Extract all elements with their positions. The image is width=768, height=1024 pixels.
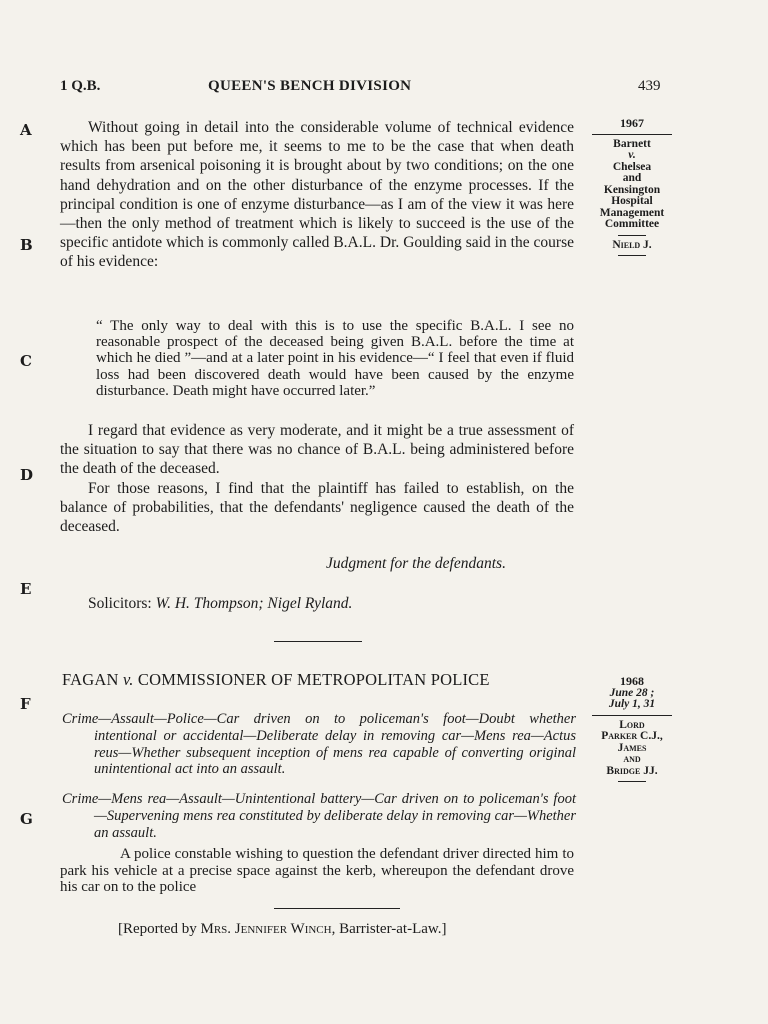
margin-letter-f: F [20,695,31,713]
sidebar-rule [592,715,672,716]
margin-letter-d: D [20,466,34,484]
case-sidebar-barnett [590,118,674,260]
margin-letter-g: G [20,810,33,828]
reporter-line: [Reported by Mrs. Jennifer Winch, Barrister-at-Law.] [118,921,447,937]
solicitors-line [88,595,352,613]
sidebar-judges: Lord Parker C.J., James and Bridge JJ. [601,718,663,777]
margin-letter-c: C [20,352,32,370]
section-divider [274,641,362,642]
margin-letter-a: A [20,121,32,139]
sidebar-rule [618,781,646,782]
quotation-goulding: “ The only way to deal with this is to use the specific B.A.L. I see no reasonable prospect of the deceased being given B.A.L. before the time at which he died ”—and at a later point in his evidence—“ I feel that even if fluid loss had been discovered death would have been caused by the enzyme disturbance. Death might have occurred later.” [96,318,574,399]
volume-reference: 1 Q.B. [60,78,101,94]
paragraph-evidence: Without going in detail into the considerable volume of technical evidence which has been put before me, it seems to me to be the case that when death results from arsenical poisoning it is brought about by two conditions; on the one hand dehydration and on the other disturbance of the enzyme processes. If the principal condition is one of enzyme disturbance—as I am of the view it was here—then the only method of treatment which is likely to succeed is the use of the specific antidote which is commonly called B.A.L. Dr. Goulding said in the course of his evidence: [60,119,574,271]
case-summary: A police constable wishing to question the defendant driver directed him to park his vehicle at a precise space against the kerb, whereupon the defendant drove his car on to the police [60,846,574,896]
case-sidebar-fagan: 1968 June 28 ; July 1, 31 Lord Parker C.J., James and Bridge JJ. [590,676,674,786]
page-number: 439 [638,78,661,94]
margin-letter-e: E [20,580,32,598]
sidebar-rule [618,235,646,236]
margin-letter-b: B [20,236,33,254]
reporter-name: Mrs. Jennifer Winch, [200,921,336,937]
paragraph-assessment: I regard that evidence as very moderate, and it might be a true assessment of the situation to say that there was no chance of B.A.L. being administered before the death of the deceased. For those reasons, I find that the plaintiff has failed to establish, on the balance of probabilities, that the defendants' negligence caused the death of the deceased. [60,422,574,536]
sidebar-year: 1967 [620,116,644,130]
headnote-assault: Crime—Assault—Police—Car driven on to policeman's foot—Doubt whether intentional or accidental—Deliberate delay in removing car—Mens rea—Actus reus—Whether subsequent inception of mens rea capable of converting original unintentional act into an assault. [62,711,576,778]
headnote-mens-rea: Crime—Mens rea—Assault—Unintentional battery—Car driven on to policeman's foot—Supervening mens rea constituted by deliberate delay in removing car—Whether an assault. [62,791,576,841]
solicitors-names: W. H. Thompson; Nigel Ryland. [155,595,353,612]
case-title-fagan: FAGAN v. COMMISSIONER OF METROPOLITAN POLICE [62,670,490,689]
sidebar-rule [592,134,672,135]
solicitors-label: Solicitors: [88,595,152,612]
judgment-line: Judgment for the defendants. [326,555,506,572]
sidebar-judge: Nield J. [612,238,652,251]
sidebar-year: 1968 [620,674,644,688]
running-title: QUEEN'S BENCH DIVISION [208,78,412,94]
sidebar-rule [618,255,646,256]
reporter-divider [274,908,400,909]
sidebar-case-name: Barnett v. Chelsea and Kensington Hospital Management Committee [599,137,665,230]
